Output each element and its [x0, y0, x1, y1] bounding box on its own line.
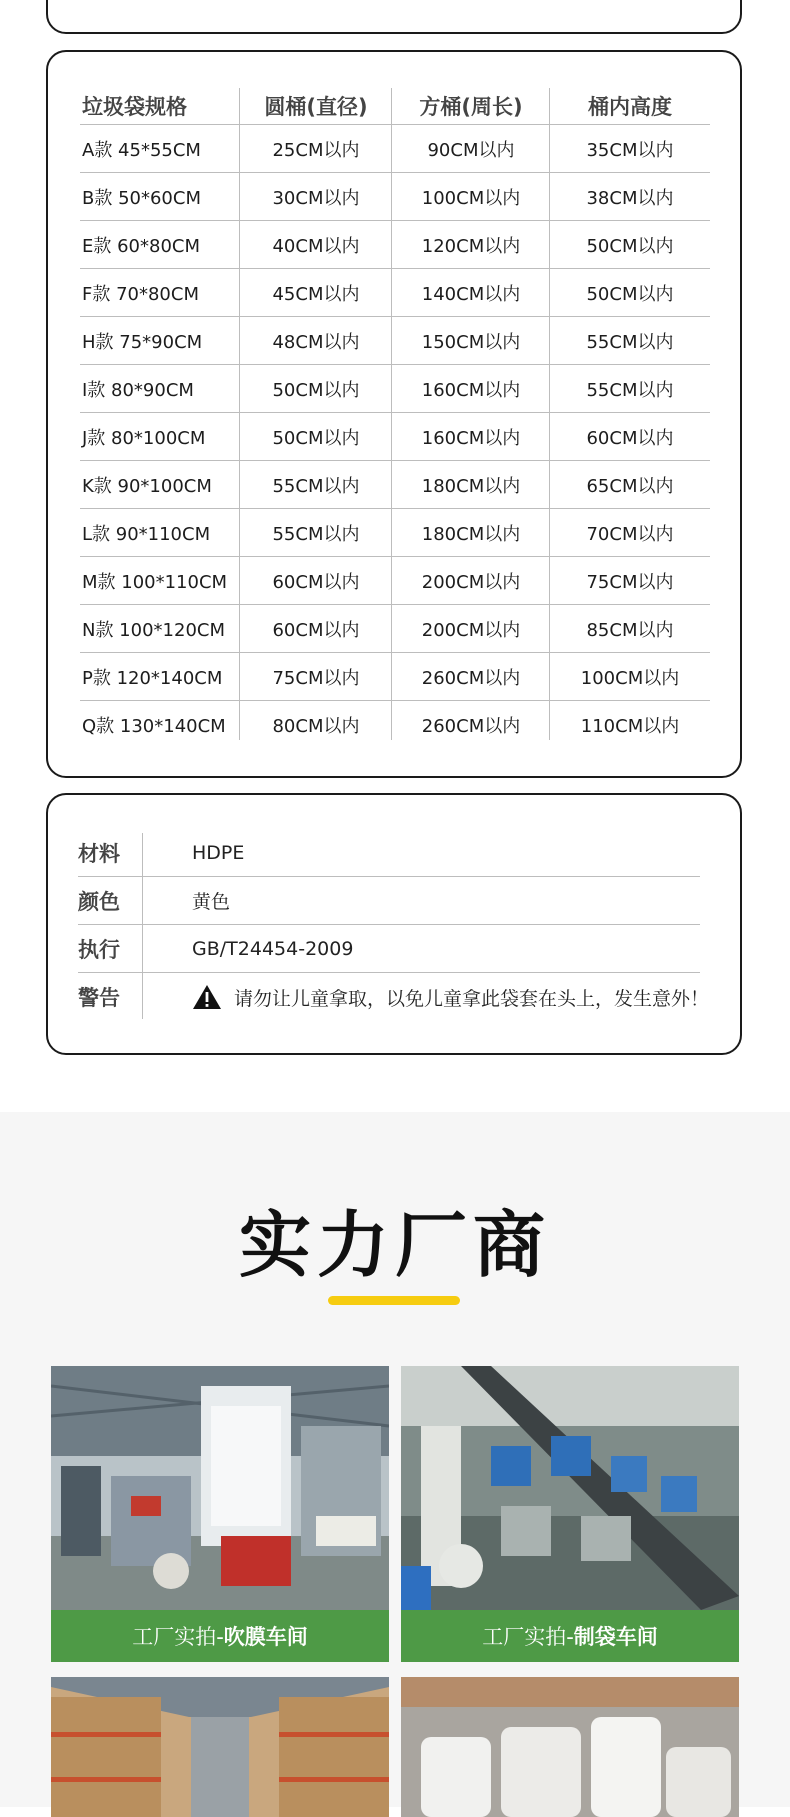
height-cell: 50CM以内: [586, 283, 674, 305]
size-cell: M款 100*110CM: [82, 571, 228, 593]
height-cell: 65CM以内: [586, 475, 674, 497]
attribute-row-standard: [78, 925, 700, 973]
square-cell: 260CM以内: [421, 667, 521, 689]
attribute-value: 黄色: [192, 891, 231, 913]
size-cell: P款 120*140CM: [82, 667, 223, 689]
top-card: [46, 0, 742, 34]
square-cell: 260CM以内: [421, 715, 521, 737]
square-cell: 90CM以内: [427, 139, 515, 161]
round-cell: 55CM以内: [272, 523, 360, 545]
square-cell: 200CM以内: [421, 619, 521, 641]
height-cell: 60CM以内: [586, 427, 674, 449]
table-row: [80, 364, 710, 412]
size-cell: L款 90*110CM: [82, 523, 211, 545]
table-row: [80, 604, 710, 652]
square-cell: 120CM以内: [421, 235, 521, 257]
round-cell: 48CM以内: [272, 331, 360, 353]
height-cell: 70CM以内: [586, 523, 674, 545]
size-cell: E款 60*80CM: [82, 235, 201, 257]
round-cell: 30CM以内: [272, 187, 360, 209]
header-bin-height: 桶内高度: [588, 95, 672, 119]
height-cell: 50CM以内: [586, 235, 674, 257]
warehouse-sacks-photo: [401, 1677, 739, 1817]
size-cell: J款 80*100CM: [82, 427, 206, 449]
attribute-row-color: [78, 877, 700, 925]
size-cell: B款 50*60CM: [82, 187, 201, 209]
table-row: [80, 412, 710, 460]
height-cell: 38CM以内: [586, 187, 674, 209]
size-cell: H款 75*90CM: [82, 331, 203, 353]
photo-caption: 工厂实拍- 吹膜车间: [51, 1610, 389, 1662]
warehouse-boxes-photo: [51, 1677, 389, 1817]
size-cell: N款 100*120CM: [82, 619, 225, 641]
height-cell: 85CM以内: [586, 619, 674, 641]
warehouse-photo-boxes: [51, 1677, 389, 1817]
bag-making-workshop-photo: [401, 1366, 739, 1610]
spec-table-body: [80, 124, 710, 748]
table-row: [80, 268, 710, 316]
square-cell: 160CM以内: [421, 379, 521, 401]
attribute-row-material: [78, 829, 700, 877]
manufacturer-strength-section: [0, 1112, 790, 1807]
attribute-value: GB/T24454-2009: [192, 937, 354, 960]
factory-photo-film-blowing: [51, 1366, 389, 1662]
square-cell: 180CM以内: [421, 523, 521, 545]
attribute-value: HDPE: [192, 841, 245, 864]
warehouse-photo-sacks: [401, 1677, 739, 1817]
section-title: 实力厂商: [238, 1203, 551, 1287]
warning-icon: [192, 984, 222, 1010]
round-cell: 25CM以内: [272, 139, 360, 161]
size-cell: K款 90*100CM: [82, 475, 212, 497]
height-cell: 75CM以内: [586, 571, 674, 593]
attribute-label: 颜色: [78, 889, 120, 914]
round-cell: 50CM以内: [272, 427, 360, 449]
square-cell: 180CM以内: [421, 475, 521, 497]
photo-caption: 工厂实拍- 制袋车间: [401, 1610, 739, 1662]
header-square-bin: 方桶(周长): [419, 95, 523, 119]
square-cell: 160CM以内: [421, 427, 521, 449]
round-cell: 75CM以内: [272, 667, 360, 689]
warning-text: 请勿让儿童拿取，以免儿童拿此袋套在头上，发生意外！: [234, 987, 710, 1010]
film-blowing-workshop-photo: [51, 1366, 389, 1610]
square-cell: 140CM以内: [421, 283, 521, 305]
header-size: 垃圾袋规格: [82, 95, 187, 119]
spec-table-header: [80, 88, 710, 124]
attribute-label: 警告: [78, 986, 120, 1010]
square-cell: 100CM以内: [421, 187, 521, 209]
round-cell: 60CM以内: [272, 619, 360, 641]
height-cell: 55CM以内: [586, 379, 674, 401]
round-cell: 45CM以内: [272, 283, 360, 305]
height-cell: 55CM以内: [586, 331, 674, 353]
title-underline: [328, 1296, 460, 1305]
spec-table-card: [46, 50, 742, 778]
table-row: [80, 508, 710, 556]
attribute-row-warning: [78, 973, 710, 1021]
height-cell: 100CM以内: [580, 667, 680, 689]
attribute-label: 材料: [78, 841, 120, 866]
square-cell: 150CM以内: [421, 331, 521, 353]
size-cell: Q款 130*140CM: [82, 715, 226, 737]
table-row: [80, 220, 710, 268]
header-round-bin: 圆桶(直径): [264, 95, 368, 119]
height-cell: 35CM以内: [586, 139, 674, 161]
round-cell: 50CM以内: [272, 379, 360, 401]
size-cell: F款 70*80CM: [82, 283, 199, 305]
round-cell: 40CM以内: [272, 235, 360, 257]
table-row: [80, 172, 710, 220]
product-attributes-card: [46, 793, 742, 1055]
round-cell: 60CM以内: [272, 571, 360, 593]
square-cell: 200CM以内: [421, 571, 521, 593]
table-row: [80, 652, 710, 700]
size-cell: A款 45*55CM: [82, 139, 201, 161]
factory-photo-bag-making: [401, 1366, 739, 1662]
attribute-label: 执行: [78, 937, 120, 962]
warning-value: [192, 973, 709, 1021]
table-row: [80, 124, 710, 172]
round-cell: 55CM以内: [272, 475, 360, 497]
table-row: [80, 460, 710, 508]
round-cell: 80CM以内: [272, 715, 360, 737]
size-cell: I款 80*90CM: [82, 379, 194, 401]
table-row: [80, 316, 710, 364]
table-row: [80, 700, 710, 748]
table-row: [80, 556, 710, 604]
height-cell: 110CM以内: [580, 715, 680, 737]
